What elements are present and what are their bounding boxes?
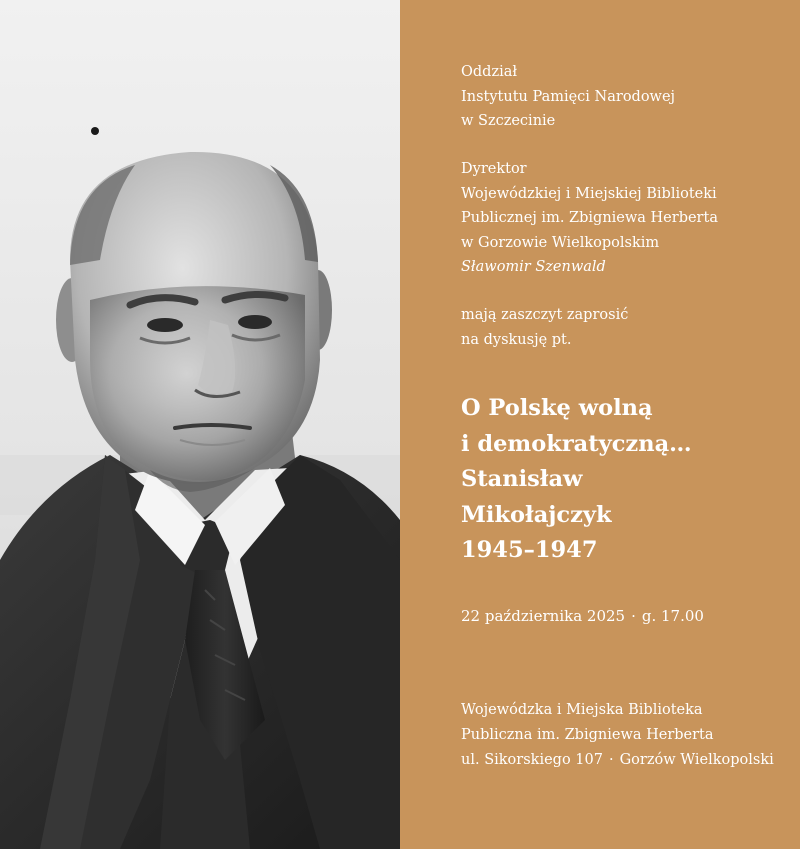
director-line: w Gorzowie Wielkopolskim xyxy=(461,234,660,251)
organizer-ipn xyxy=(461,60,791,134)
event-title xyxy=(461,391,791,569)
organizer-library-director xyxy=(461,157,791,280)
separator-dot: · xyxy=(631,607,636,625)
event-title-line: O Polskę wolną xyxy=(461,395,653,421)
invitation-line: mają zaszczyt zaprosić xyxy=(461,307,629,323)
venue-street: ul. Sikorskiego 107 xyxy=(461,752,603,768)
venue-line: Publiczna im. Zbigniewa Herberta xyxy=(461,727,714,743)
event-datetime xyxy=(461,604,791,628)
event-title-years: 1945–1947 xyxy=(461,537,598,563)
event-date: 22 października 2025 xyxy=(461,607,626,625)
venue-address xyxy=(461,698,791,773)
venue-city: Gorzów Wielkopolski xyxy=(619,752,774,768)
organizer-ipn-line: Oddział xyxy=(461,64,518,80)
organizer-ipn-line: Instytutu Pamięci Narodowej xyxy=(461,88,676,105)
organizer-ipn-line: w Szczecinie xyxy=(461,113,556,129)
venue-line: Wojewódzka i Miejska Biblioteka xyxy=(461,702,703,718)
director-line: Publicznej im. Zbigniewa Herberta xyxy=(461,210,718,226)
separator-dot: · xyxy=(608,752,614,768)
invitation-panel xyxy=(400,0,800,849)
event-title-line: Mikołajczyk xyxy=(461,501,612,528)
invitation-line: na dyskusję pt. xyxy=(461,331,572,348)
event-title-line: Stanisław xyxy=(461,466,583,492)
director-line: Wojewódzkiej i Miejskiej Biblioteki xyxy=(461,185,717,202)
director-line: Dyrektor xyxy=(461,161,527,177)
director-name: Sławomir Szenwald xyxy=(461,259,606,275)
event-time: g. 17.00 xyxy=(641,607,704,625)
event-title-line: i demokratyczną… xyxy=(461,430,692,457)
invitation-text xyxy=(461,303,791,352)
